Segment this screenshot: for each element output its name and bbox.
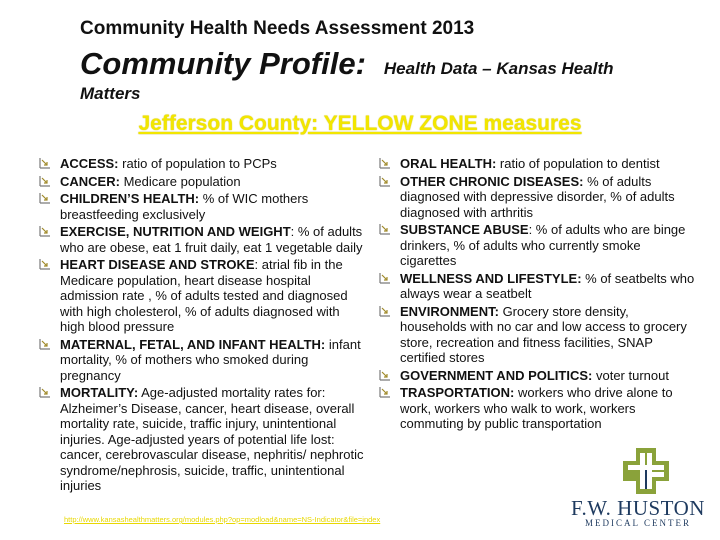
item-label: ENVIRONMENT: (400, 303, 499, 319)
right-column (376, 156, 696, 434)
header-line3: Matters (80, 84, 141, 103)
item-label: ORAL HEALTH: (400, 156, 497, 171)
item-text: : % of adults who are obese, eat 1 fruit daily, eat 1 vegetable daily (60, 224, 363, 255)
header-title (80, 46, 614, 82)
list-item (376, 222, 696, 269)
item-text: voter turnout (592, 367, 669, 383)
item-label: OTHER CHRONIC DISEASES: (400, 173, 584, 189)
bullet-icon (378, 386, 392, 398)
item-label: HEART DISEASE AND STROKE (60, 257, 255, 272)
logo-name: F.W. HUSTON (571, 496, 705, 520)
list-item (36, 191, 366, 222)
item-label: GOVERNMENT AND POLITICS: (400, 367, 593, 383)
bullet-icon (378, 157, 392, 169)
item-label: EXERCISE, NUTRITION AND WEIGHT (60, 224, 291, 239)
item-label: TRASPORTATION: (400, 385, 515, 400)
list-item (36, 174, 366, 190)
title-small: Health Data – Kansas Health (383, 59, 614, 78)
bullet-icon (378, 369, 392, 381)
item-text: : % of adults who are binge drinkers, % of adults who currently smoke cigarettes (400, 222, 686, 268)
item-label: ACCESS: (60, 156, 119, 171)
list-item (36, 337, 366, 384)
bullet-icon (378, 223, 392, 235)
list-item (36, 385, 366, 494)
item-label: MATERNAL, FETAL, AND INFANT HEALTH: (60, 336, 326, 352)
zone-title: Jefferson County: YELLOW ZONE measures (138, 112, 582, 135)
logo (568, 448, 708, 528)
item-text: infant mortality, % of mothers who smoked during pregnancy (60, 336, 361, 383)
bullet-icon (38, 157, 52, 169)
item-label: CHILDREN’S HEALTH: (60, 191, 200, 206)
item-text: % of WIC mothers breastfeeding exclusively (60, 191, 309, 222)
bullet-icon (38, 338, 52, 350)
bullet-icon (38, 386, 52, 398)
list-item (376, 368, 696, 384)
item-text: Age-adjusted mortality rates for: Alzheimer’s Disease, cancer, heart disease, overall mortality rate, suicide, traffic injury, unintentional injuries. Age-adjusted years of potential life lost: cancer, cerebrovascular disease, nephritis/ nephrotic syndrome/nephrosis, suicide, traffic, unintentional injuries (60, 385, 364, 493)
bullet-icon (38, 225, 52, 237)
bullet-icon (38, 175, 52, 187)
bullet-icon (38, 258, 52, 270)
bullet-icon (378, 305, 392, 317)
title-big: Community Profile: (80, 46, 366, 81)
item-label: WELLNESS AND LIFESTYLE: (400, 270, 582, 286)
item-text: : atrial fib in the Medicare population, heart disease hospital admission rate , % of adults tested and diagnosed with high cholesterol, % of adults diagnosed with high blood pressure (60, 257, 348, 334)
item-text: % of seatbelts who always wear a seatbelt (400, 270, 695, 301)
list-item (376, 174, 696, 221)
item-text: ratio of population to dentist (496, 156, 660, 171)
item-label: SUBSTANCE ABUSE (400, 222, 529, 237)
list-item (36, 156, 366, 172)
list-item (376, 156, 696, 172)
item-text: % of adults diagnosed with depressive disorder, % of adults diagnosed with arthritis (400, 173, 675, 220)
list-item (36, 224, 366, 255)
logo-subtitle: MEDICAL CENTER (585, 518, 691, 528)
item-label: CANCER: (60, 173, 120, 189)
item-text: ratio of population to PCPs (118, 156, 277, 171)
bullet-icon (378, 272, 392, 284)
item-text: workers who drive alone to work, workers who walk to work, workers commuting by public transportation (400, 385, 673, 431)
left-column (36, 156, 366, 496)
logo-cross-icon (623, 448, 669, 494)
bullet-icon (38, 192, 52, 204)
list-item (376, 304, 696, 366)
item-label: MORTALITY: (60, 385, 139, 400)
source-link[interactable]: http://www.kansashealthmatters.org/modules.php?op=modload&name=NS-Indicator&file=index (64, 515, 381, 524)
item-text: Medicare population (119, 173, 241, 189)
header-line1: Community Health Needs Assessment 2013 (80, 18, 475, 39)
bullet-icon (378, 175, 392, 187)
item-text: Grocery store density, households with no car and low access to grocery store, recreation and fitness facilities, SNAP certified stores (400, 303, 687, 365)
list-item (376, 385, 696, 432)
list-item (376, 271, 696, 302)
list-item (36, 257, 366, 335)
